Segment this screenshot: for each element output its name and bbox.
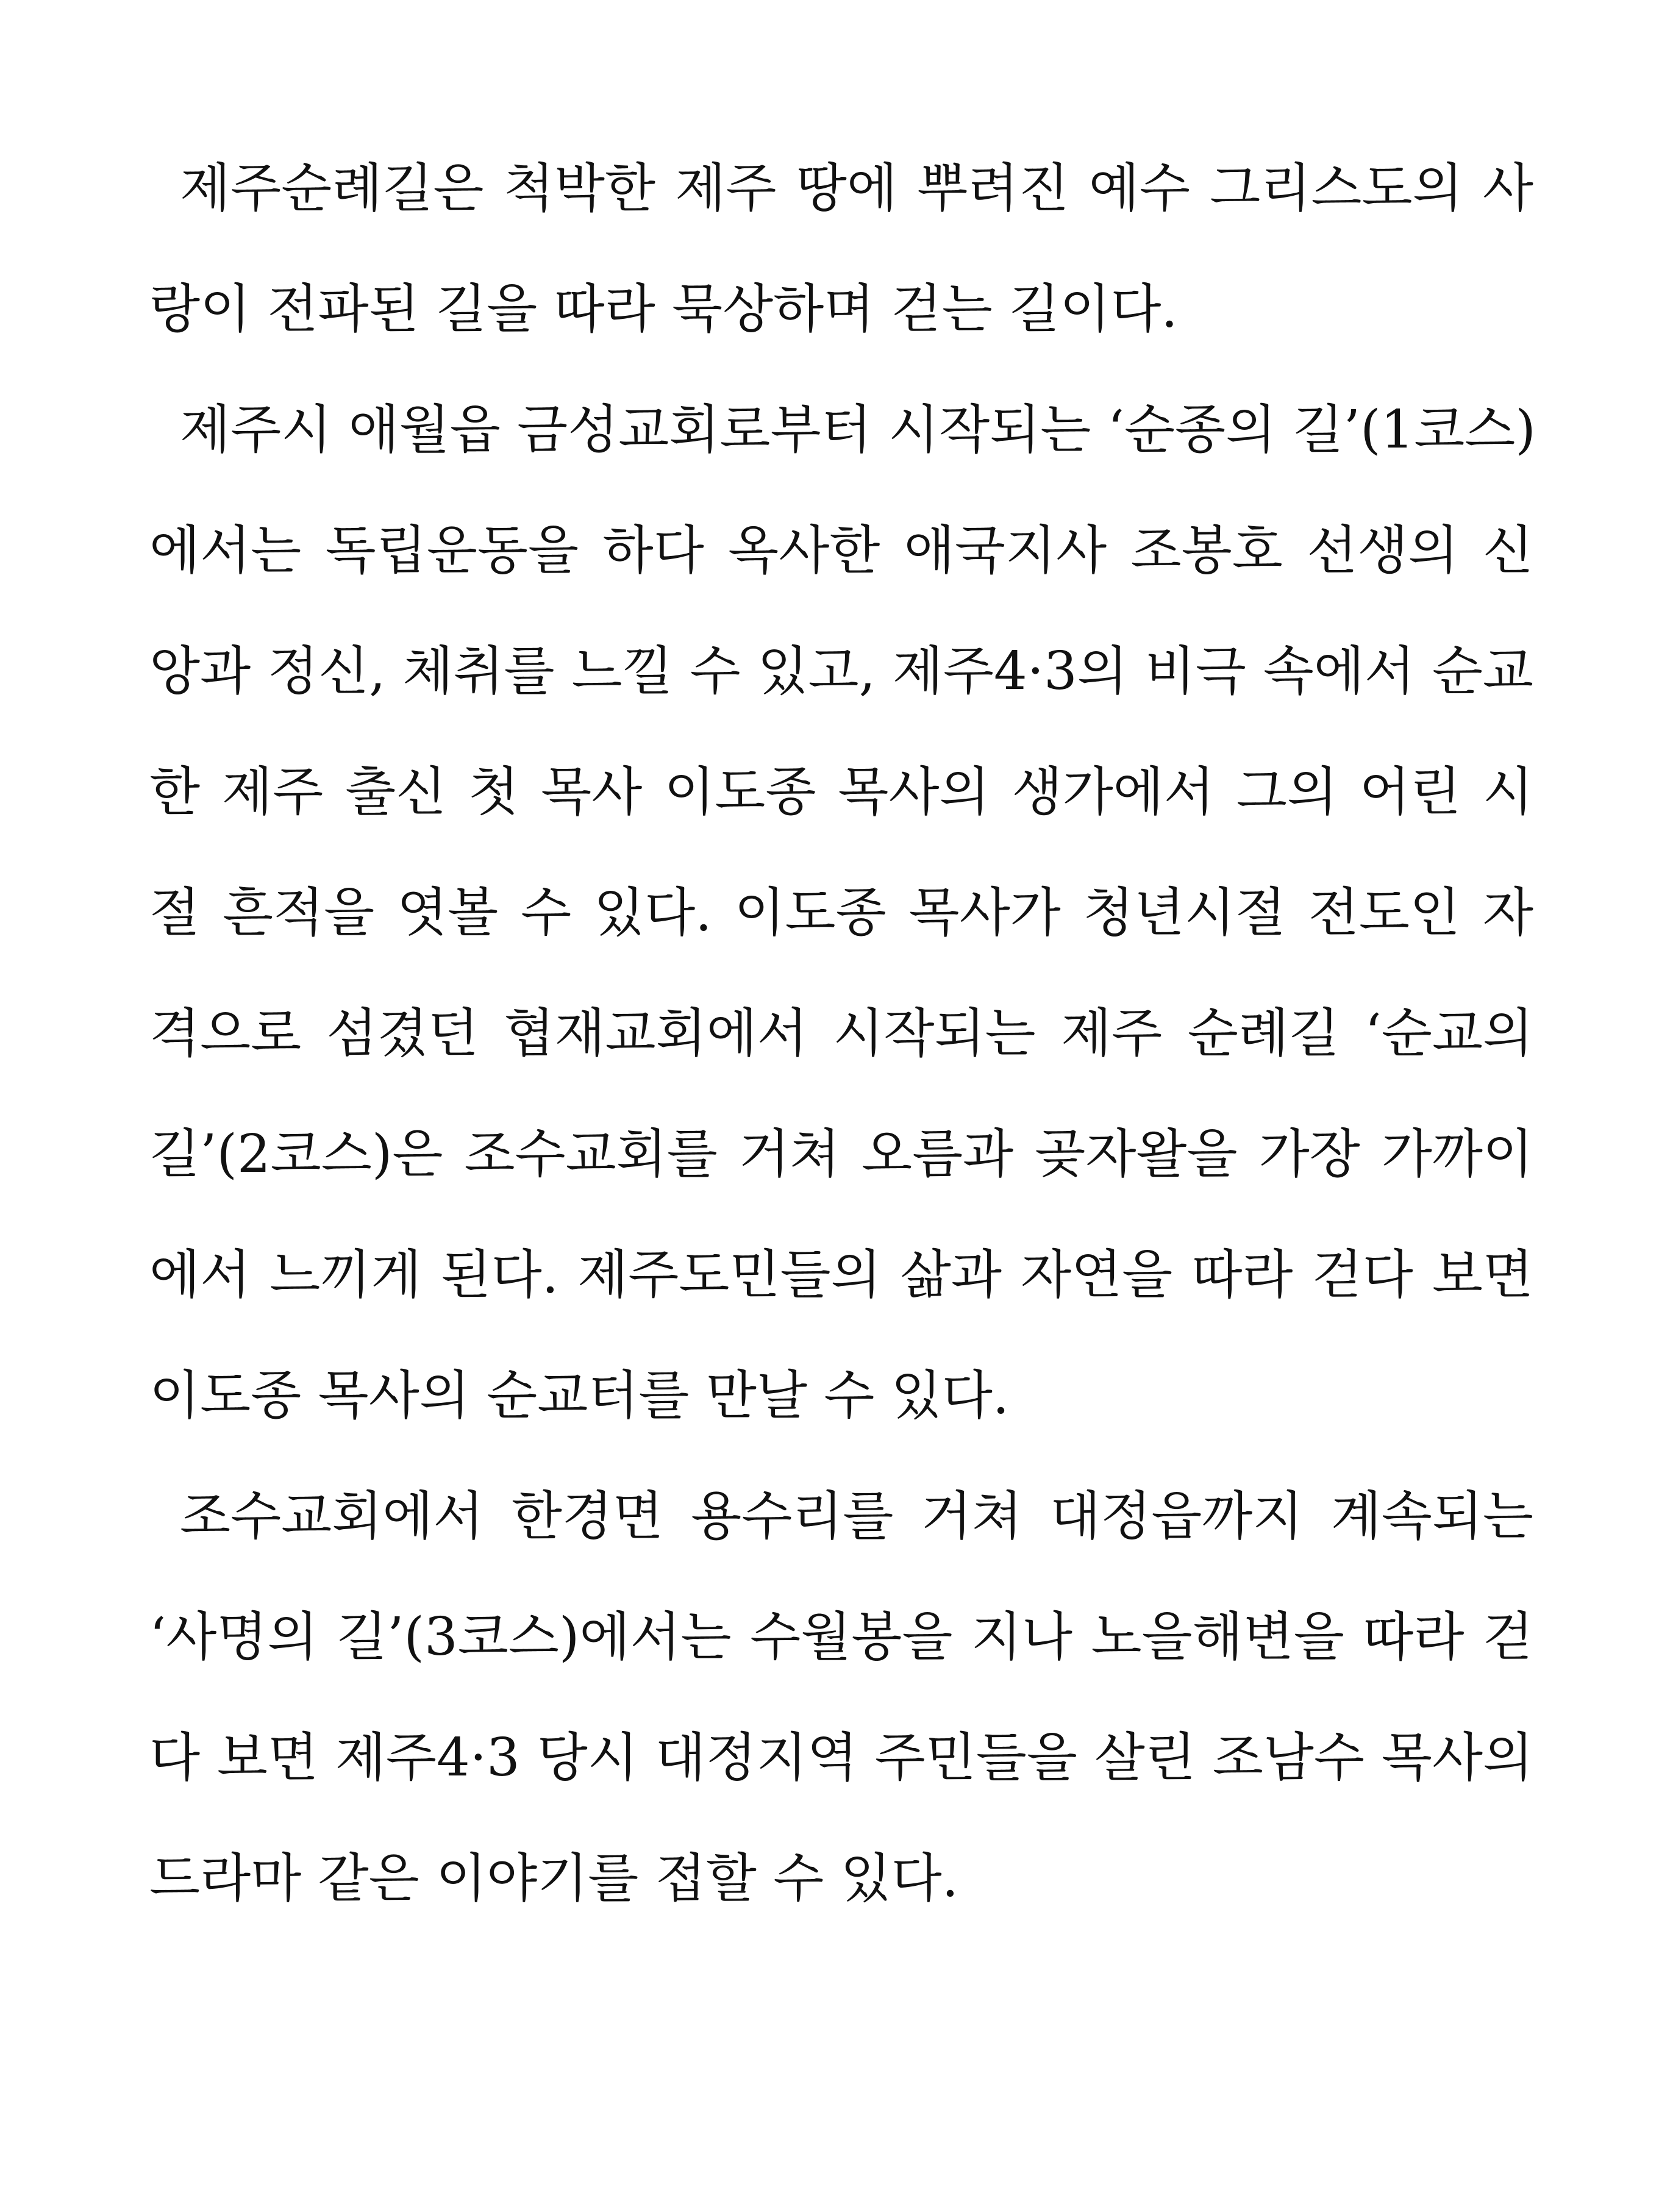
paragraph-2 — [149, 369, 1536, 1456]
paragraph-line: ‘사명의 길’(3코스)에서는 수월봉을 지나 노을해변을 따라 걷 — [149, 1607, 1533, 1668]
paragraph-line: 길’(2코스)은 조수교회를 거쳐 오름과 곶자왈을 가장 가까이 — [149, 1124, 1533, 1185]
paragraph-line: 제주시 애월읍 금성교회로부터 시작되는 ‘순종의 길’(1코스) — [180, 399, 1536, 460]
document-body — [149, 128, 1536, 1939]
paragraph-3 — [149, 1456, 1533, 1939]
paragraph-line: 앙과 정신, 체취를 느낄 수 있고, 제주4·3의 비극 속에서 순교 — [149, 641, 1533, 702]
paragraph-line: 다 보면 제주4·3 당시 대정지역 주민들을 살린 조남수 목사의 — [149, 1727, 1533, 1788]
paragraph-line: 절 흔적을 엿볼 수 있다. 이도종 목사가 청년시절 전도인 자 — [149, 882, 1533, 943]
paragraph-line: 제주순례길은 척박한 제주 땅에 뿌려진 예수 그리스도의 사 — [180, 158, 1533, 219]
paragraph-line: 한 제주 출신 첫 목사 이도종 목사의 생가에서 그의 어린 시 — [149, 762, 1533, 822]
paragraph-1 — [149, 128, 1533, 369]
paragraph-line: 조수교회에서 한경면 용수리를 거쳐 대정읍까지 계속되는 — [180, 1486, 1533, 1547]
paragraph-line: 랑이 전파된 길을 따라 묵상하며 걷는 길이다. — [149, 279, 1178, 340]
paragraph-line: 에서 느끼게 된다. 제주도민들의 삶과 자연을 따라 걷다 보면 — [149, 1244, 1533, 1305]
paragraph-line: 격으로 섬겼던 협재교회에서 시작되는 제주 순례길 ‘순교의 — [149, 1003, 1533, 1064]
paragraph-line: 에서는 독립운동을 하다 옥사한 애국지사 조봉호 선생의 신 — [149, 520, 1533, 581]
paragraph-line: 이도종 목사의 순교터를 만날 수 있다. — [149, 1365, 1010, 1426]
paragraph-line: 드라마 같은 이야기를 접할 수 있다. — [149, 1848, 959, 1909]
